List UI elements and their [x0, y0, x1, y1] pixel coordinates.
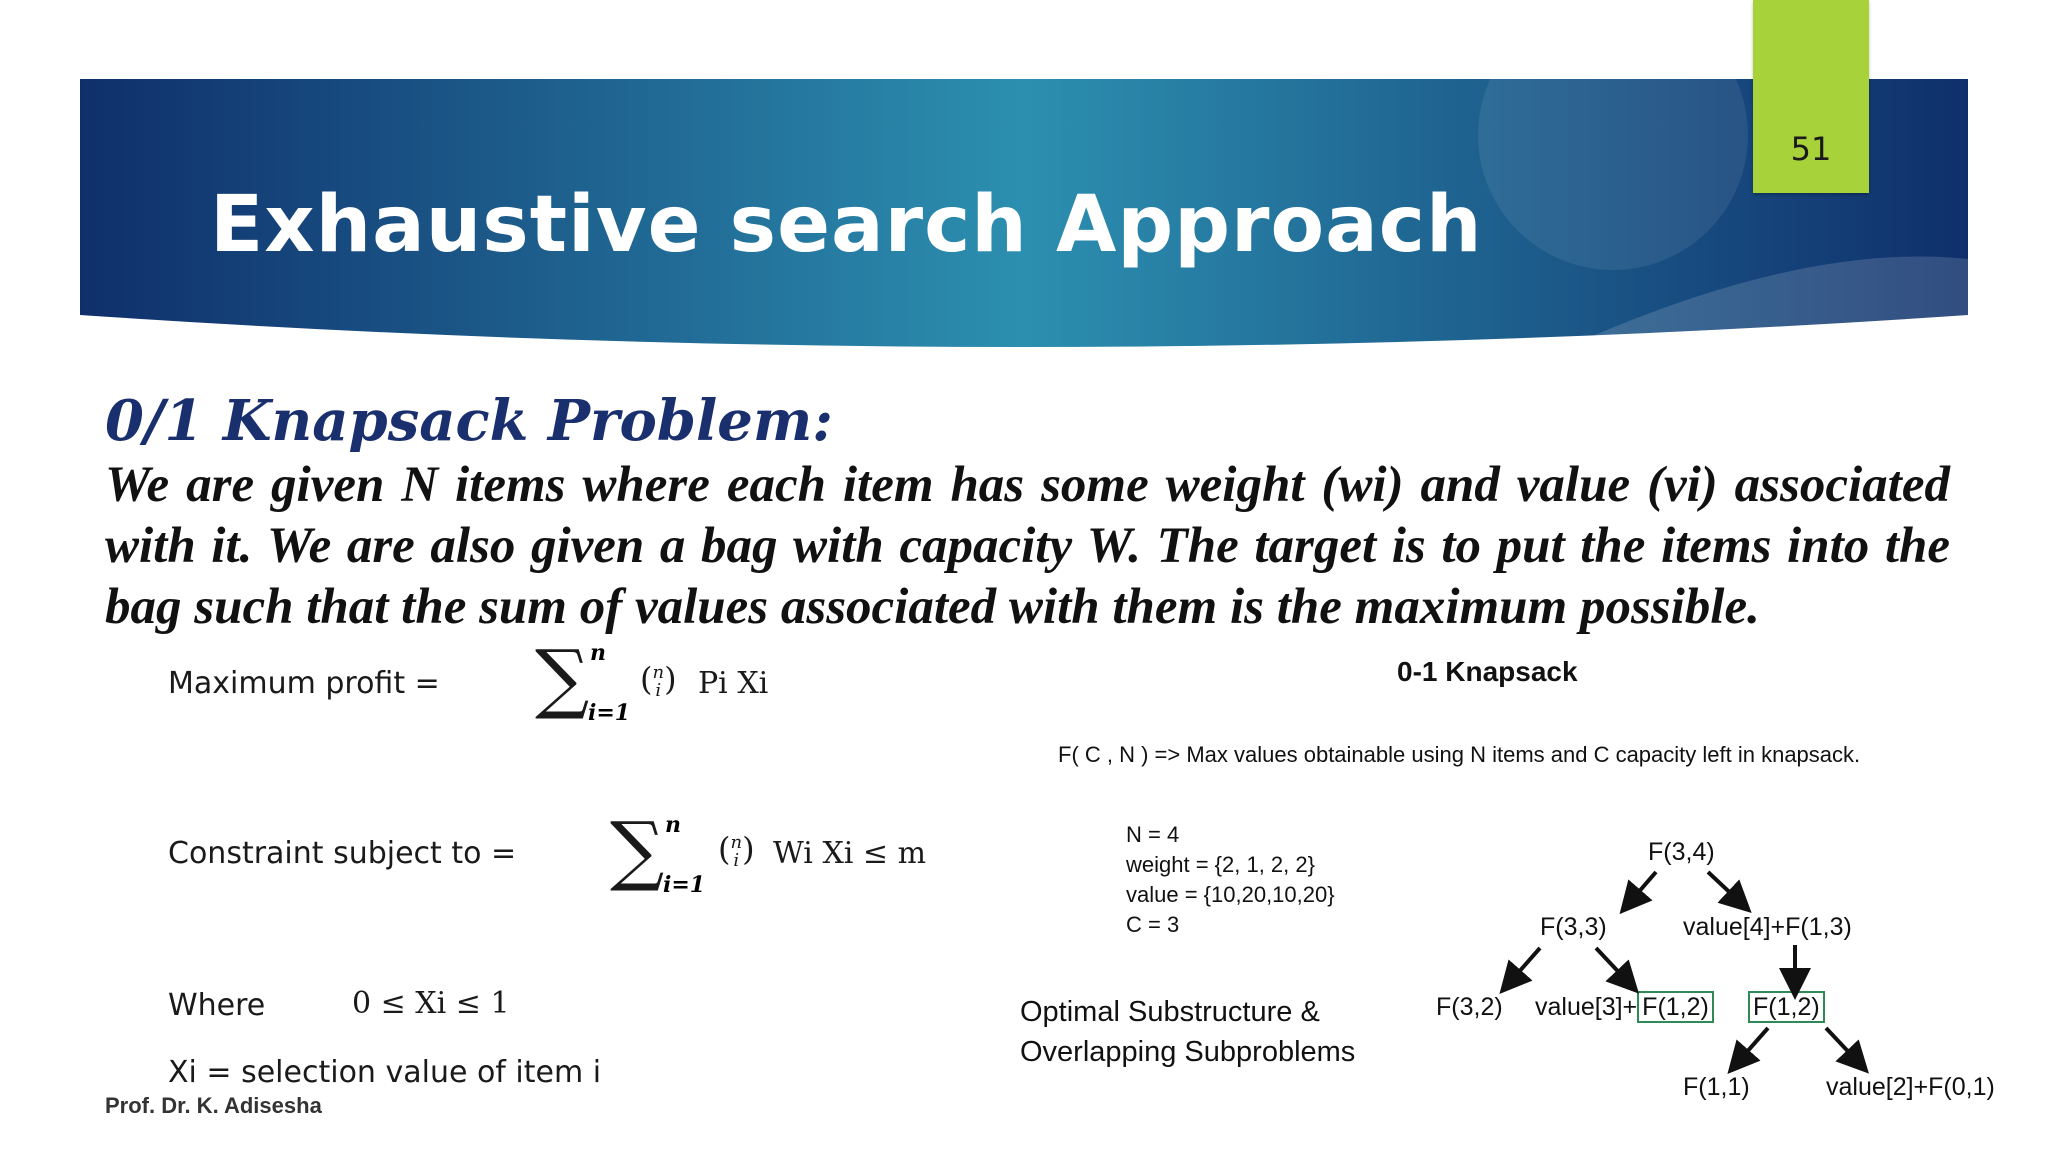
constraint-binom: ( n i ) [718, 830, 755, 871]
max-profit-binom: ( n i ) [640, 660, 677, 701]
param-value: value = {10,20,10,20} [1126, 882, 1335, 907]
figure-definition: F( C , N ) => Max values obtainable using N items and C capacity left in knapsack. [1058, 742, 1861, 767]
xi-definition: Xi = selection value of item i [168, 1055, 602, 1090]
edge-root-left [1630, 872, 1656, 902]
max-profit-sigma: ∑ [535, 633, 590, 722]
binom-bottom: i [655, 679, 662, 701]
slide-title: Exhaustive search Approach [210, 180, 1483, 270]
edge-root-right [1708, 872, 1740, 902]
param-n: N = 4 [1126, 822, 1180, 847]
tree-l2-right-boxed: F(1,2) [1748, 991, 1825, 1023]
page-number: 51 [1790, 130, 1832, 168]
figure-heading: 0-1 Knapsack [1397, 656, 1578, 687]
max-profit-sum-lower: i=1 [588, 700, 631, 726]
param-weight: weight = {2, 1, 2, 2} [1126, 852, 1315, 877]
binom-bottom: i [733, 849, 740, 871]
where-label: Where [168, 988, 266, 1023]
max-profit-sum-upper: n [590, 640, 606, 666]
max-profit-label: Maximum profit = [168, 666, 440, 701]
constraint-label: Constraint subject to = [168, 836, 517, 871]
figure-note-line2: Overlapping Subproblems [1020, 1036, 1356, 1068]
edge-l1-left-left [1510, 948, 1540, 982]
author-footer: Prof. Dr. K. Adisesha [105, 1093, 322, 1118]
max-profit-expression: Pi Xi [698, 666, 769, 701]
tree-l3-right: value[2]+F(0,1) [1826, 1073, 1995, 1101]
constraint-sigma: ∑ [610, 805, 665, 894]
tree-l2-left: F(3,2) [1436, 993, 1503, 1021]
tree-l1-left: F(3,3) [1540, 913, 1607, 941]
tree-l1-right: value[4]+F(1,3) [1683, 913, 1852, 941]
tree-l3-left: F(1,1) [1683, 1073, 1750, 1101]
edge-l2-right-right [1826, 1028, 1858, 1062]
constraint-sum-upper: n [665, 812, 681, 838]
edge-l1-left-mid [1596, 948, 1628, 982]
binom-top: n [652, 661, 665, 683]
figure-note-line1: Optimal Substructure & [1020, 996, 1320, 1028]
where-expression: 0 ≤ Xi ≤ 1 [352, 986, 510, 1021]
constraint-expression: Wi Xi ≤ m [773, 836, 927, 871]
problem-description: We are given N items where each item has some weight (wi) and value (vi) associated with it. We are also given a bag with capacity W. The target is to put the items into the bag such that the sum of values associated with them is the maximum possible. [105, 457, 1950, 635]
binom-top: n [730, 831, 743, 853]
tree-l2-mid-prefix: value[3]+ [1535, 993, 1638, 1021]
tree-root: F(3,4) [1648, 838, 1715, 866]
section-heading: 0/1 Knapsack Problem: [105, 388, 833, 454]
param-capacity: C = 3 [1126, 912, 1180, 937]
constraint-sum-lower: i=1 [663, 872, 706, 898]
edge-l2-right-left [1738, 1028, 1768, 1062]
tree-l2-mid-boxed: F(1,2) [1637, 991, 1714, 1023]
